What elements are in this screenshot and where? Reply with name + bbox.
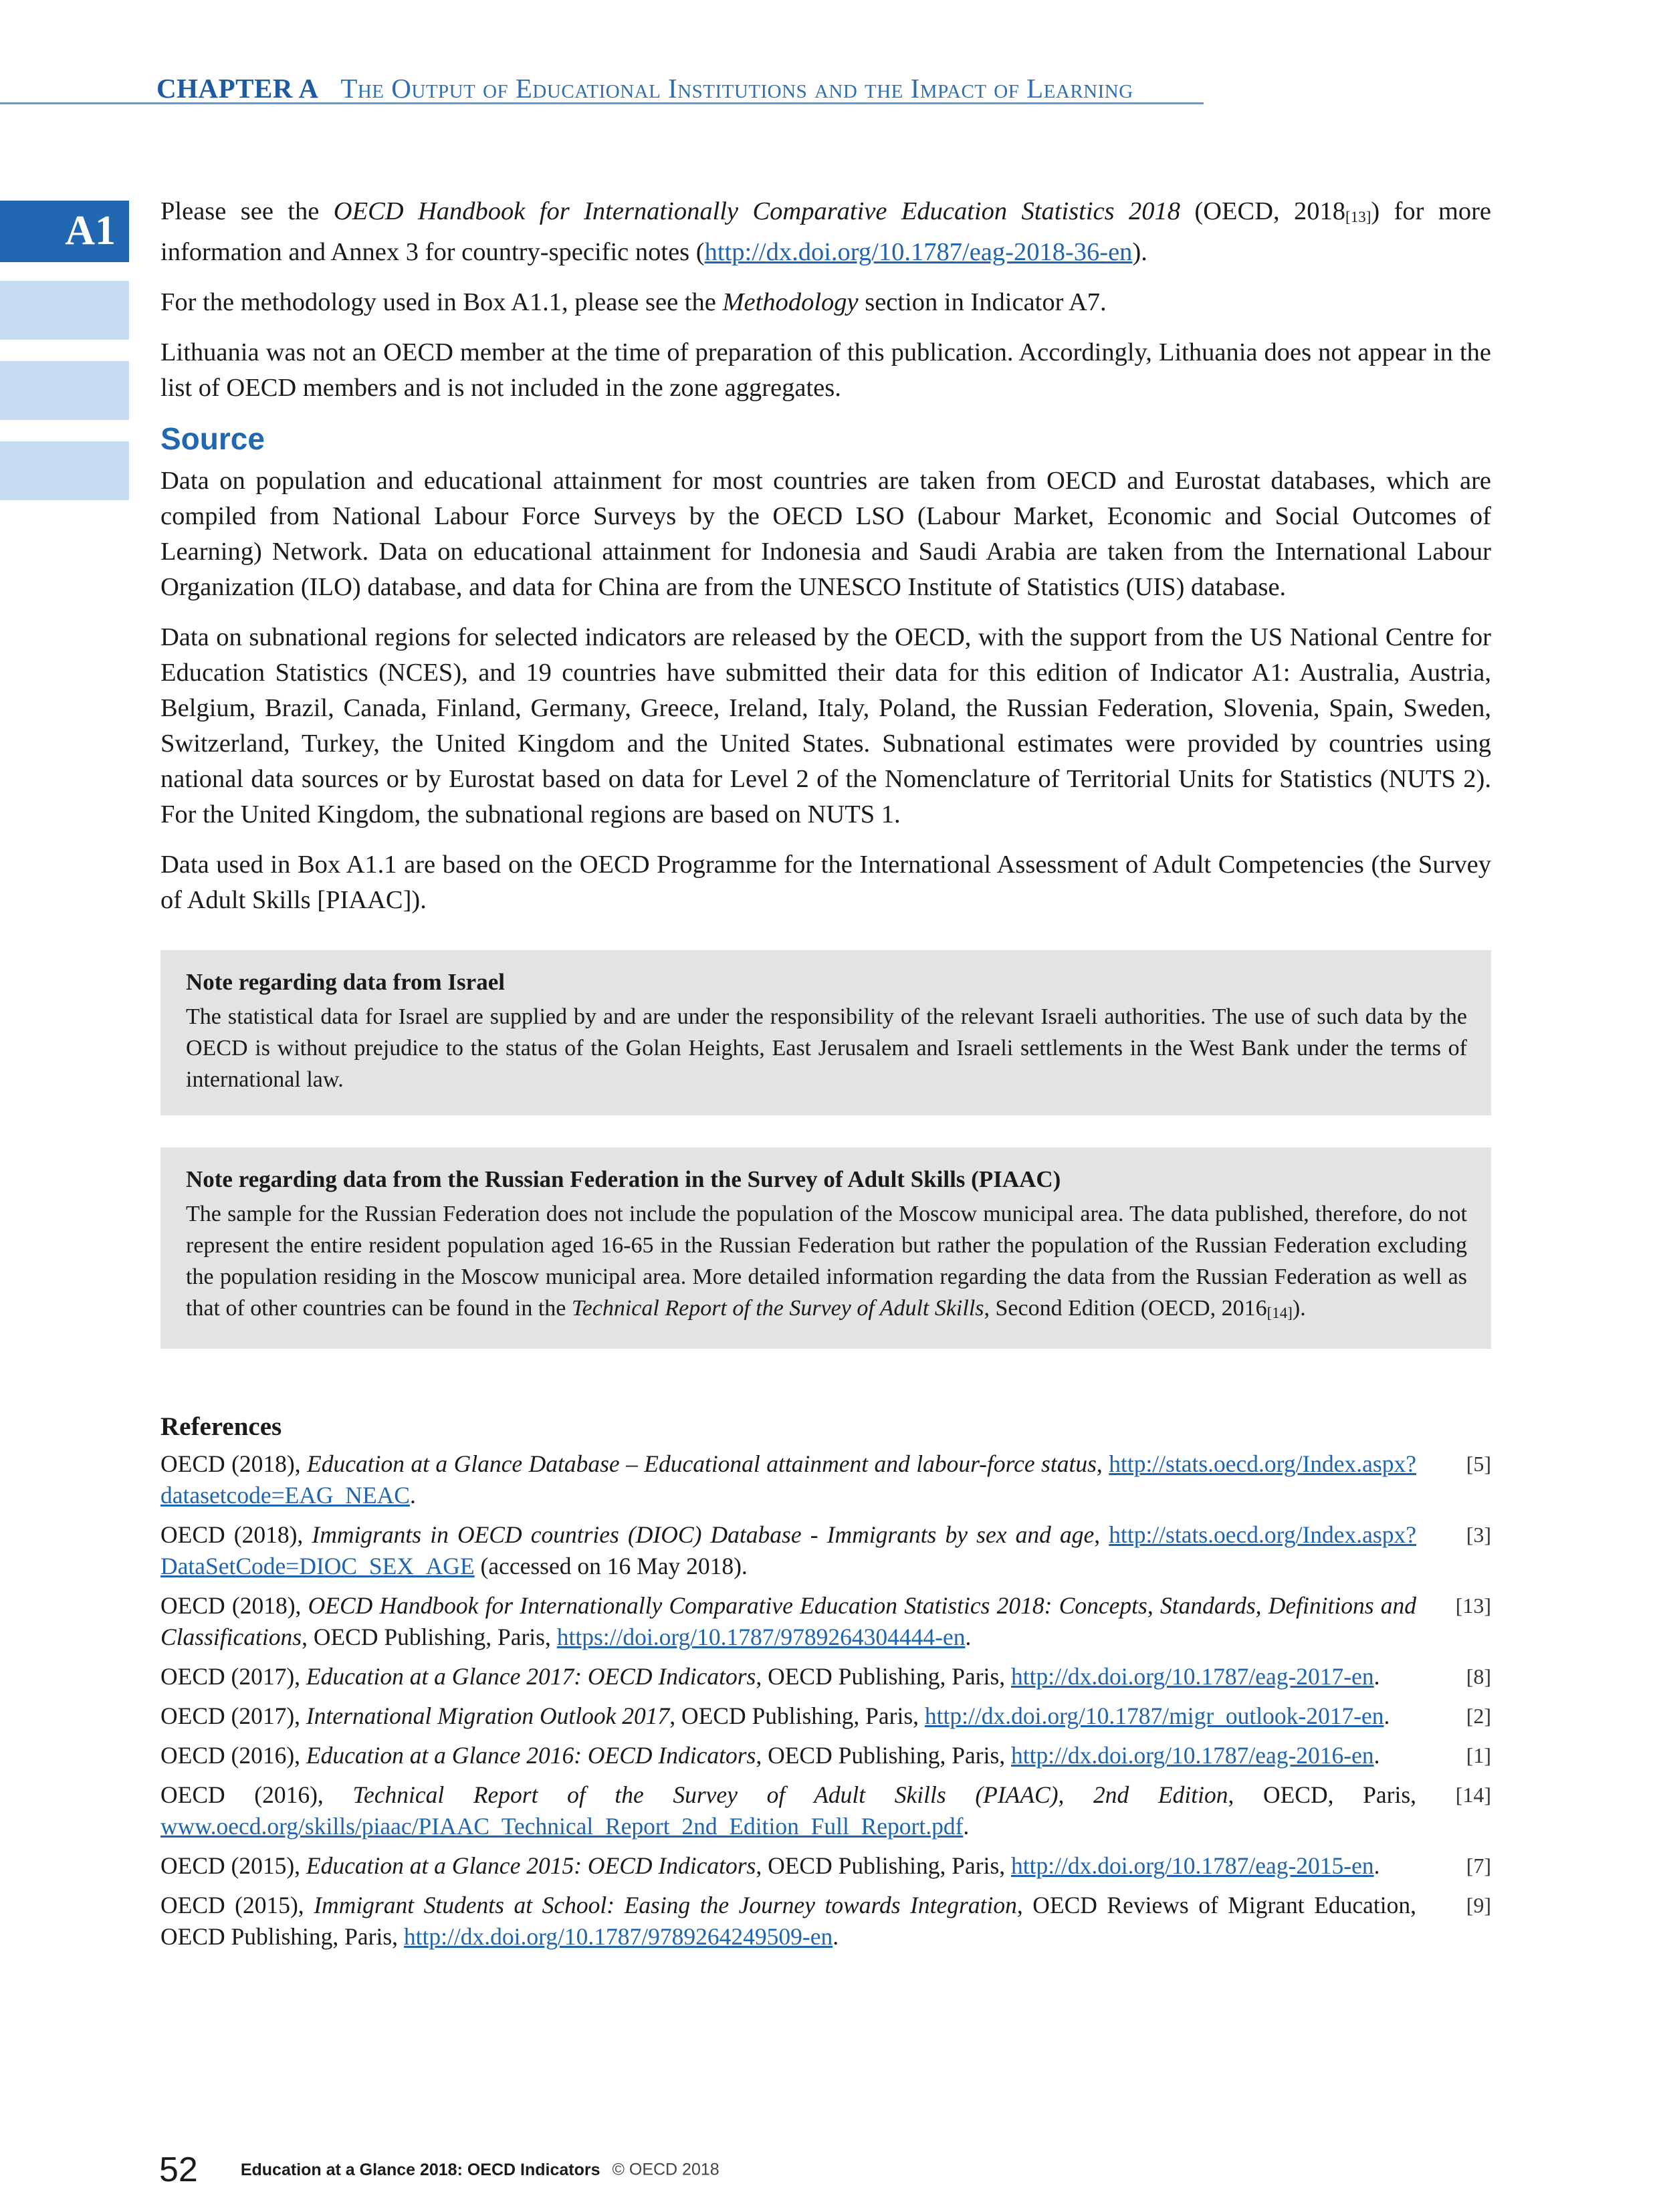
reference-link[interactable]: https://doi.org/10.1787/9789264304444-en xyxy=(556,1624,966,1650)
reference-link[interactable]: http://stats.oecd.org/Index.aspx?datasetcode=EAG_NEAC xyxy=(160,1450,1416,1509)
reference-item: OECD (2017), Education at a Glance 2017: OECD Indicators, OECD Publishing, Paris, http://dx.doi.org/10.1787/eag-2017-en. [8] xyxy=(160,1661,1491,1692)
reference-link[interactable]: http://dx.doi.org/10.1787/eag-2017-en xyxy=(1011,1663,1374,1690)
source-heading: Source xyxy=(160,421,265,456)
references-heading: References xyxy=(160,1412,282,1441)
running-header xyxy=(156,72,1133,104)
reference-item: OECD (2016), Technical Report of the Survey of Adult Skills (PIAAC), 2nd Edition, OECD, Paris, www.oecd.org/skills/piaac/PIAAC_Technical_Report_2nd_Edition_Full_Report.pdf. [14] xyxy=(160,1779,1491,1842)
handbook-title: OECD Handbook for Internationally Comparative Education Statistics 2018 xyxy=(333,197,1180,225)
paragraph-lithuania: Lithuania was not an OECD member at the time of preparation of this publication. Accordingly, Lithuania does not appear in the list of OECD members and is not included in the zone aggregates. xyxy=(160,338,1491,402)
reference-link[interactable]: http://dx.doi.org/10.1787/9789264249509-en xyxy=(403,1923,833,1950)
copyright-notice: © OECD 2018 xyxy=(612,2160,720,2179)
source-paragraph-3: Data used in Box A1.1 are based on the OECD Programme for the International Assessment of Adult Competencies (the Survey of Adult Skills [PIAAC]). xyxy=(160,851,1491,914)
note-title: Note regarding data from Israel xyxy=(186,969,505,995)
reference-tag: [5] xyxy=(1466,1452,1491,1476)
chapter-label: CHAPTER A xyxy=(156,73,319,104)
reference-link[interactable]: http://dx.doi.org/10.1787/migr_outlook-2017-en xyxy=(924,1702,1384,1729)
note-box-russia xyxy=(160,1147,1491,1349)
reference-link[interactable]: www.oecd.org/skills/piaac/PIAAC_Technical_Report_2nd_Edition_Full_Report.pdf xyxy=(160,1813,964,1840)
note-title: Note regarding data from the Russian Federation in the Survey of Adult Skills (PIAAC) xyxy=(186,1166,1061,1192)
source-paragraph-1: Data on population and educational attainment for most countries are taken from OECD and Eurostat databases, which are compiled from National Labour Force Surveys by the OECD LSO (Labour Market, Economic and Social Outcomes of Learning) Network. Data on educational attainment for Indonesia and Saudi Arabia are taken from the International Labour Organization (ILO) database, and data for China are from the UNESCO Institute of Statistics (UIS) database. xyxy=(160,467,1491,601)
reference-tag: [9] xyxy=(1466,1893,1491,1917)
paragraph-methodology: For the methodology used in Box A1.1, please see the Methodology section in Indicator A7. xyxy=(160,288,1107,316)
indicator-tab-placeholder xyxy=(0,361,129,420)
reference-tag: [13] xyxy=(1455,1593,1491,1618)
reference-link[interactable]: http://dx.doi.org/10.1787/eag-2015-en xyxy=(1011,1852,1374,1879)
reference-item: OECD (2016), Education at a Glance 2016: OECD Indicators, OECD Publishing, Paris, http://dx.doi.org/10.1787/eag-2016-en. [1] xyxy=(160,1740,1491,1771)
main-content xyxy=(160,194,1491,1961)
source-paragraph-2: Data on subnational regions for selected indicators are released by the OECD, with the support from the US National Centre for Education Statistics (NCES), and 19 countries have submitted their data for this edition of Indicator A1: Australia, Austria, Belgium, Brazil, Canada, Finland, Germany, Greece, Ireland, Italy, Poland, the Russian Federation, Slovenia, Spain, Sweden, Switzerland, Turkey, the United Kingdom and the United States. Subnational estimates were provided by countries using national data sources or by Eurostat based on data for Level 2 of the Nomenclature of Territorial Units for Statistics (NUTS 2). For the United Kingdom, the subnational regions are based on NUTS 1. xyxy=(160,623,1491,828)
citation-subscript: [14] xyxy=(1266,1305,1293,1321)
reference-item: OECD (2015), Immigrant Students at School: Easing the Journey towards Integration, OECD Reviews of Migrant Education, OECD Publishing, Paris, http://dx.doi.org/10.1787/9789264249509-en. [9] xyxy=(160,1890,1491,1953)
note-box-israel xyxy=(160,950,1491,1115)
reference-item: OECD (2018), Immigrants in OECD countries (DIOC) Database - Immigrants by sex and age, http://stats.oecd.org/Index.aspx?DataSetCode=DIOC_SEX_AGE (accessed on 16 May 2018). [3] xyxy=(160,1519,1491,1582)
page-footer xyxy=(159,2150,720,2190)
paragraph-handbook: Please see the OECD Handbook for Internationally Comparative Education Statistics 2018 (OECD, 2018[13]) for more information and Annex 3 for country-specific notes (http://dx.doi.org/10.1787/eag-2018-36-en). xyxy=(160,197,1491,266)
note-text: The sample for the Russian Federation does not include the population of the Moscow municipal area. The data published, therefore, do not represent the entire resident population aged 16-65 in the Russian Federation but rather the population of the Russian Federation excluding the population residing in the Moscow municipal area. More detailed information regarding the data from the Russian Federation as well as that of other countries can be found in the Technical Report of the Survey of Adult Skills, Second Edition (OECD, 2016[14]). xyxy=(186,1202,1467,1321)
reference-item: OECD (2018), OECD Handbook for Internationally Comparative Education Statistics 2018: Concepts, Standards, Definitions and Classifications, OECD Publishing, Paris, https://doi.org/10.1787/9789264304444-en. [13] xyxy=(160,1590,1491,1653)
reference-item: OECD (2018), Education at a Glance Database – Educational attainment and labour-force status, http://stats.oecd.org/Index.aspx?datasetcode=EAG_NEAC. [5] xyxy=(160,1448,1491,1511)
publication-title: Education at a Glance 2018: OECD Indicators xyxy=(240,2160,600,2179)
references-list xyxy=(160,1448,1491,1953)
reference-tag: [14] xyxy=(1455,1783,1491,1807)
citation-subscript: [13] xyxy=(1345,209,1371,225)
reference-link[interactable]: http://dx.doi.org/10.1787/eag-2016-en xyxy=(1011,1742,1374,1769)
reference-tag: [7] xyxy=(1466,1854,1491,1878)
reference-tag: [8] xyxy=(1466,1664,1491,1688)
reference-tag: [1] xyxy=(1466,1743,1491,1767)
indicator-tab-placeholder xyxy=(0,441,129,500)
indicator-tab-placeholder xyxy=(0,281,129,340)
reference-item: OECD (2015), Education at a Glance 2015: OECD Indicators, OECD Publishing, Paris, http://dx.doi.org/10.1787/eag-2015-en. [7] xyxy=(160,1850,1491,1882)
reference-item: OECD (2017), International Migration Outlook 2017, OECD Publishing, Paris, http://dx.doi.org/10.1787/migr_outlook-2017-en. [2] xyxy=(160,1700,1491,1732)
chapter-title: The Output of Educational Institutions and the Impact of Learning xyxy=(340,73,1133,104)
note-text: The statistical data for Israel are supplied by and are under the responsibility of the relevant Israeli authorities. The use of such data by the OECD is without prejudice to the status of the Golan Heights, East Jerusalem and Israeli settlements in the West Bank under the terms of international law. xyxy=(186,1004,1467,1092)
indicator-tab-label: A1 xyxy=(65,208,116,253)
reference-tag: [2] xyxy=(1466,1704,1491,1728)
reference-tag: [3] xyxy=(1466,1523,1491,1547)
annex-link[interactable]: http://dx.doi.org/10.1787/eag-2018-36-en xyxy=(704,238,1133,266)
indicator-tab-a1 xyxy=(0,201,129,262)
reference-link[interactable]: http://stats.oecd.org/Index.aspx?DataSetCode=DIOC_SEX_AGE xyxy=(160,1521,1416,1579)
page-number: 52 xyxy=(159,2150,198,2189)
